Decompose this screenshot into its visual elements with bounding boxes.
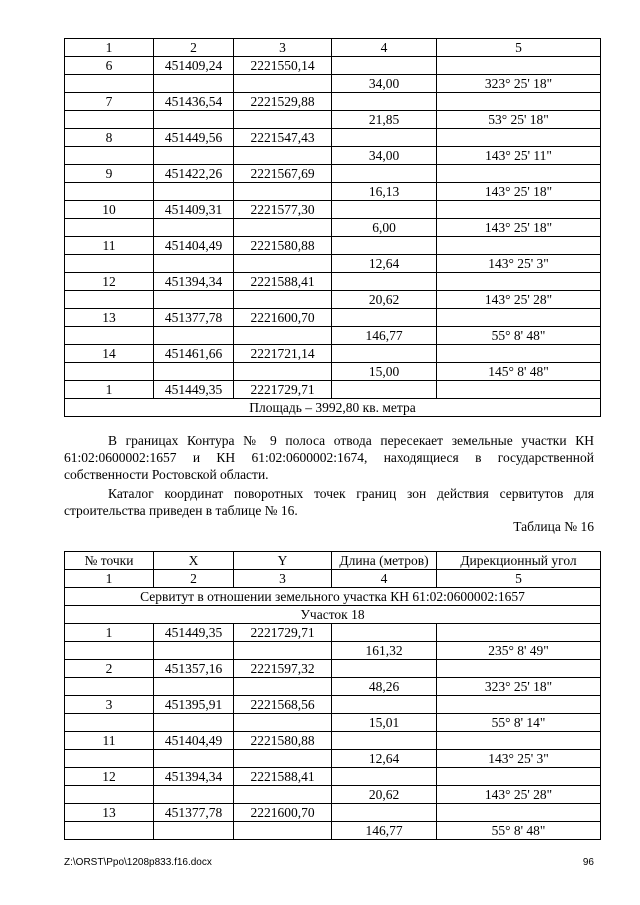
- x-coordinate: 451461,66: [154, 345, 234, 363]
- column-number: 2: [154, 39, 234, 57]
- x-coordinate: 451395,91: [154, 696, 234, 714]
- empty-cell: [437, 381, 601, 399]
- point-row: [65, 624, 601, 642]
- direction-angle: 143° 25' 3": [437, 255, 601, 273]
- empty-cell: [65, 363, 154, 381]
- empty-cell: [332, 93, 437, 111]
- y-coordinate: 2221547,43: [234, 129, 332, 147]
- empty-cell: [234, 327, 332, 345]
- y-coordinate: 2221588,41: [234, 768, 332, 786]
- column-header-row: [65, 552, 601, 570]
- empty-cell: [332, 57, 437, 75]
- y-coordinate: 2221577,30: [234, 201, 332, 219]
- direction-angle: 143° 25' 18": [437, 183, 601, 201]
- column-header: Дирекционный угол: [437, 552, 601, 570]
- paragraph-text: В границах Контура № 9 полоса отвода пересекает земельные участки КН 61:02:0600002:1657 и КН 61:02:0600002:1674, находящиеся в государственной собственности Ростовской области.: [64, 433, 594, 482]
- empty-cell: [65, 327, 154, 345]
- empty-cell: [332, 165, 437, 183]
- empty-cell: [65, 75, 154, 93]
- segment-length: 20,62: [332, 786, 437, 804]
- point-number: 12: [65, 273, 154, 291]
- empty-cell: [65, 678, 154, 696]
- empty-cell: [154, 219, 234, 237]
- empty-cell: [234, 786, 332, 804]
- empty-cell: [65, 786, 154, 804]
- empty-cell: [154, 147, 234, 165]
- segment-length: 146,77: [332, 822, 437, 840]
- column-header: Длина (метров): [332, 552, 437, 570]
- empty-cell: [154, 291, 234, 309]
- direction-angle: 323° 25' 18": [437, 678, 601, 696]
- empty-cell: [65, 111, 154, 129]
- column-number: 5: [437, 570, 601, 588]
- segment-row: [65, 642, 601, 660]
- paragraph-text: Каталог координат поворотных точек границ зон действия сервитутов для строительства приведен в таблице № 16.: [64, 486, 594, 518]
- area-total: Площадь – 3992,80 кв. метра: [65, 399, 601, 417]
- empty-cell: [154, 750, 234, 768]
- segment-row: [65, 183, 601, 201]
- column-header: X: [154, 552, 234, 570]
- segment-length: 12,64: [332, 255, 437, 273]
- subsection-title: Участок 18: [65, 606, 601, 624]
- x-coordinate: 451449,56: [154, 129, 234, 147]
- x-coordinate: 451404,49: [154, 732, 234, 750]
- empty-cell: [437, 768, 601, 786]
- empty-cell: [437, 93, 601, 111]
- coordinates-table-continued: [64, 38, 601, 417]
- direction-angle: 55° 8' 48": [437, 822, 601, 840]
- direction-angle: 143° 25' 11": [437, 147, 601, 165]
- empty-cell: [332, 768, 437, 786]
- segment-row: [65, 363, 601, 381]
- empty-cell: [437, 804, 601, 822]
- empty-cell: [437, 237, 601, 255]
- point-row: [65, 57, 601, 75]
- point-row: [65, 660, 601, 678]
- segment-length: 161,32: [332, 642, 437, 660]
- point-row: [65, 768, 601, 786]
- column-header: № точки: [65, 552, 154, 570]
- segment-length: 34,00: [332, 75, 437, 93]
- point-number: 3: [65, 696, 154, 714]
- point-row: [65, 345, 601, 363]
- empty-cell: [65, 714, 154, 732]
- x-coordinate: 451449,35: [154, 381, 234, 399]
- empty-cell: [332, 309, 437, 327]
- segment-row: [65, 147, 601, 165]
- empty-cell: [65, 219, 154, 237]
- empty-cell: [332, 660, 437, 678]
- y-coordinate: 2221550,14: [234, 57, 332, 75]
- x-coordinate: 451394,34: [154, 273, 234, 291]
- empty-cell: [234, 219, 332, 237]
- area-row: [65, 399, 601, 417]
- point-row: [65, 273, 601, 291]
- segment-length: 34,00: [332, 147, 437, 165]
- point-row: [65, 381, 601, 399]
- empty-cell: [234, 642, 332, 660]
- segment-row: [65, 291, 601, 309]
- empty-cell: [332, 201, 437, 219]
- empty-cell: [437, 273, 601, 291]
- column-number: 1: [65, 570, 154, 588]
- point-number: 7: [65, 93, 154, 111]
- servitude-coordinates-table: [64, 551, 601, 840]
- y-coordinate: 2221597,32: [234, 660, 332, 678]
- file-path: Z:\ORST\Ppo\1208p833.f16.docx: [64, 857, 212, 868]
- segment-row: [65, 750, 601, 768]
- empty-cell: [154, 642, 234, 660]
- y-coordinate: 2221721,14: [234, 345, 332, 363]
- point-number: 8: [65, 129, 154, 147]
- empty-cell: [332, 273, 437, 291]
- x-coordinate: 451409,24: [154, 57, 234, 75]
- segment-row: [65, 75, 601, 93]
- empty-cell: [154, 255, 234, 273]
- segment-length: 16,13: [332, 183, 437, 201]
- y-coordinate: 2221729,71: [234, 381, 332, 399]
- segment-row: [65, 786, 601, 804]
- y-coordinate: 2221567,69: [234, 165, 332, 183]
- x-coordinate: 451422,26: [154, 165, 234, 183]
- empty-cell: [154, 327, 234, 345]
- empty-cell: [65, 183, 154, 201]
- column-number: 2: [154, 570, 234, 588]
- point-row: [65, 129, 601, 147]
- empty-cell: [234, 255, 332, 273]
- column-number-row: [65, 39, 601, 57]
- x-coordinate: 451409,31: [154, 201, 234, 219]
- empty-cell: [437, 345, 601, 363]
- y-coordinate: 2221600,70: [234, 309, 332, 327]
- empty-cell: [437, 201, 601, 219]
- point-number: 13: [65, 804, 154, 822]
- direction-angle: 145° 8' 48": [437, 363, 601, 381]
- empty-cell: [234, 111, 332, 129]
- y-coordinate: 2221580,88: [234, 732, 332, 750]
- column-number: 1: [65, 39, 154, 57]
- y-coordinate: 2221729,71: [234, 624, 332, 642]
- point-row: [65, 804, 601, 822]
- empty-cell: [437, 165, 601, 183]
- section-row: [65, 588, 601, 606]
- x-coordinate: 451357,16: [154, 660, 234, 678]
- point-row: [65, 237, 601, 255]
- point-number: 12: [65, 768, 154, 786]
- column-number: 4: [332, 39, 437, 57]
- empty-cell: [332, 129, 437, 147]
- empty-cell: [65, 255, 154, 273]
- subsection-row: [65, 606, 601, 624]
- x-coordinate: 451404,49: [154, 237, 234, 255]
- empty-cell: [154, 678, 234, 696]
- segment-length: 6,00: [332, 219, 437, 237]
- segment-length: 146,77: [332, 327, 437, 345]
- paragraph-intersection: [64, 432, 594, 483]
- empty-cell: [234, 678, 332, 696]
- empty-cell: [332, 381, 437, 399]
- point-row: [65, 165, 601, 183]
- point-row: [65, 696, 601, 714]
- x-coordinate: 451377,78: [154, 309, 234, 327]
- direction-angle: 55° 8' 14": [437, 714, 601, 732]
- direction-angle: 143° 25' 28": [437, 291, 601, 309]
- point-number: 13: [65, 309, 154, 327]
- direction-angle: 143° 25' 18": [437, 219, 601, 237]
- column-number: 3: [234, 39, 332, 57]
- empty-cell: [332, 345, 437, 363]
- y-coordinate: 2221588,41: [234, 273, 332, 291]
- point-number: 1: [65, 381, 154, 399]
- point-number: 9: [65, 165, 154, 183]
- point-number: 11: [65, 732, 154, 750]
- empty-cell: [234, 291, 332, 309]
- direction-angle: 55° 8' 48": [437, 327, 601, 345]
- point-row: [65, 93, 601, 111]
- y-coordinate: 2221600,70: [234, 804, 332, 822]
- point-row: [65, 201, 601, 219]
- x-coordinate: 451394,34: [154, 768, 234, 786]
- point-number: 14: [65, 345, 154, 363]
- empty-cell: [437, 732, 601, 750]
- empty-cell: [332, 237, 437, 255]
- empty-cell: [65, 750, 154, 768]
- column-number-row: [65, 570, 601, 588]
- empty-cell: [234, 822, 332, 840]
- y-coordinate: 2221568,56: [234, 696, 332, 714]
- segment-row: [65, 219, 601, 237]
- point-number: 10: [65, 201, 154, 219]
- point-number: 6: [65, 57, 154, 75]
- point-row: [65, 732, 601, 750]
- direction-angle: 143° 25' 28": [437, 786, 601, 804]
- direction-angle: 53° 25' 18": [437, 111, 601, 129]
- column-number: 4: [332, 570, 437, 588]
- table-label: Таблица № 16: [513, 519, 594, 534]
- segment-row: [65, 678, 601, 696]
- empty-cell: [437, 57, 601, 75]
- segment-row: [65, 327, 601, 345]
- empty-cell: [154, 75, 234, 93]
- segment-row: [65, 111, 601, 129]
- x-coordinate: 451436,54: [154, 93, 234, 111]
- column-number: 5: [437, 39, 601, 57]
- segment-length: 15,01: [332, 714, 437, 732]
- empty-cell: [234, 750, 332, 768]
- empty-cell: [154, 786, 234, 804]
- empty-cell: [332, 624, 437, 642]
- empty-cell: [332, 732, 437, 750]
- empty-cell: [437, 696, 601, 714]
- x-coordinate: 451449,35: [154, 624, 234, 642]
- segment-row: [65, 714, 601, 732]
- point-number: 1: [65, 624, 154, 642]
- empty-cell: [234, 183, 332, 201]
- x-coordinate: 451377,78: [154, 804, 234, 822]
- empty-cell: [65, 291, 154, 309]
- empty-cell: [154, 111, 234, 129]
- segment-length: 48,26: [332, 678, 437, 696]
- point-row: [65, 309, 601, 327]
- empty-cell: [234, 75, 332, 93]
- empty-cell: [65, 147, 154, 165]
- column-number: 3: [234, 570, 332, 588]
- empty-cell: [332, 696, 437, 714]
- empty-cell: [234, 363, 332, 381]
- direction-angle: 323° 25' 18": [437, 75, 601, 93]
- empty-cell: [437, 624, 601, 642]
- y-coordinate: 2221529,88: [234, 93, 332, 111]
- segment-length: 12,64: [332, 750, 437, 768]
- point-number: 2: [65, 660, 154, 678]
- empty-cell: [154, 363, 234, 381]
- segment-length: 20,62: [332, 291, 437, 309]
- segment-row: [65, 255, 601, 273]
- segment-length: 21,85: [332, 111, 437, 129]
- empty-cell: [437, 309, 601, 327]
- segment-length: 15,00: [332, 363, 437, 381]
- empty-cell: [437, 129, 601, 147]
- column-header: Y: [234, 552, 332, 570]
- segment-row: [65, 822, 601, 840]
- empty-cell: [234, 147, 332, 165]
- empty-cell: [154, 714, 234, 732]
- empty-cell: [154, 183, 234, 201]
- empty-cell: [332, 804, 437, 822]
- paragraph-catalog: [64, 485, 594, 519]
- empty-cell: [154, 822, 234, 840]
- empty-cell: [437, 660, 601, 678]
- page-number: 96: [582, 857, 594, 868]
- direction-angle: 143° 25' 3": [437, 750, 601, 768]
- empty-cell: [65, 822, 154, 840]
- section-title: Сервитут в отношении земельного участка КН 61:02:0600002:1657: [65, 588, 601, 606]
- direction-angle: 235° 8' 49": [437, 642, 601, 660]
- empty-cell: [65, 642, 154, 660]
- empty-cell: [234, 714, 332, 732]
- y-coordinate: 2221580,88: [234, 237, 332, 255]
- point-number: 11: [65, 237, 154, 255]
